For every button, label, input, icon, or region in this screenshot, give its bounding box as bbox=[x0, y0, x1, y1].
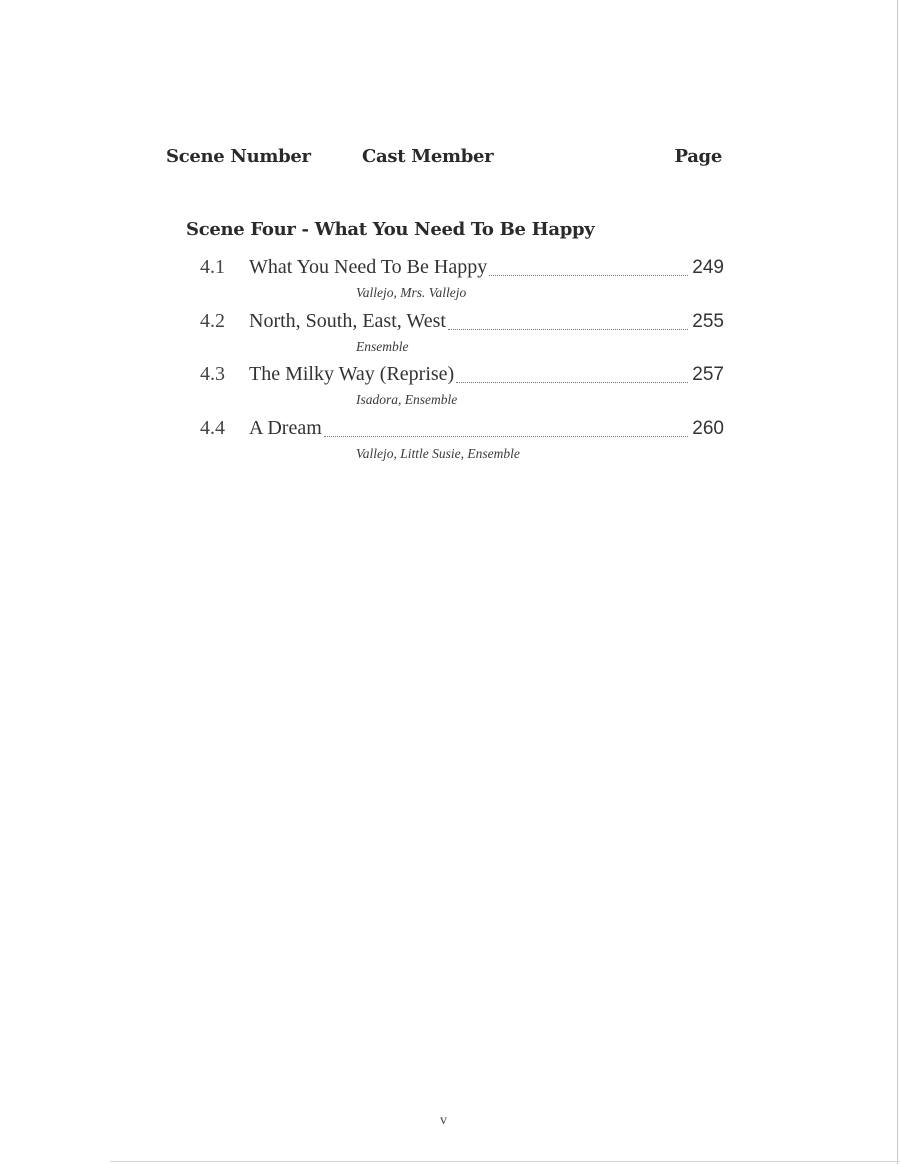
scene-number: 4.3 bbox=[200, 363, 225, 385]
scene-number: 4.4 bbox=[200, 416, 225, 439]
column-header-scene-number: Scene Number bbox=[166, 146, 311, 167]
toc-entry-line bbox=[200, 363, 724, 389]
column-header-cast-member: Cast Member bbox=[362, 146, 494, 167]
scene-number: 4.1 bbox=[200, 256, 225, 278]
toc-entry-line bbox=[200, 256, 724, 282]
page-edge-right bbox=[897, 0, 898, 1164]
cast-members: Ensemble bbox=[356, 338, 409, 354]
song-title: What You Need To Be Happy bbox=[249, 256, 488, 278]
cast-members: Vallejo, Little Susie, Ensemble bbox=[356, 445, 520, 461]
page-number: v bbox=[440, 1113, 447, 1128]
section-title: Scene Four - What You Need To Be Happy bbox=[186, 219, 595, 240]
toc-entry bbox=[200, 256, 724, 310]
page-ref: 249 bbox=[692, 257, 724, 278]
dot-leader bbox=[448, 328, 688, 330]
dot-leader bbox=[456, 381, 688, 383]
dot-leader bbox=[489, 274, 688, 276]
toc-entry bbox=[200, 363, 724, 417]
cast-members: Isadora, Ensemble bbox=[356, 392, 458, 407]
column-header-row bbox=[166, 146, 724, 172]
song-title: North, South, East, West bbox=[249, 309, 446, 332]
page-ref: 257 bbox=[692, 364, 724, 385]
song-title: A Dream bbox=[249, 416, 322, 439]
toc-entries bbox=[200, 256, 724, 470]
toc-entry-line bbox=[200, 417, 724, 443]
toc-entry bbox=[200, 310, 724, 364]
song-title: The Milky Way (Reprise) bbox=[249, 363, 455, 385]
page-ref: 255 bbox=[692, 310, 724, 332]
column-header-page: Page bbox=[674, 146, 722, 167]
toc-entry bbox=[200, 417, 724, 471]
page-edge-bottom bbox=[110, 1161, 900, 1162]
dot-leader bbox=[324, 435, 689, 437]
page-ref: 260 bbox=[692, 417, 724, 439]
cast-members: Vallejo, Mrs. Vallejo bbox=[356, 285, 467, 300]
scene-number: 4.2 bbox=[200, 309, 225, 332]
toc-entry-line bbox=[200, 310, 724, 336]
